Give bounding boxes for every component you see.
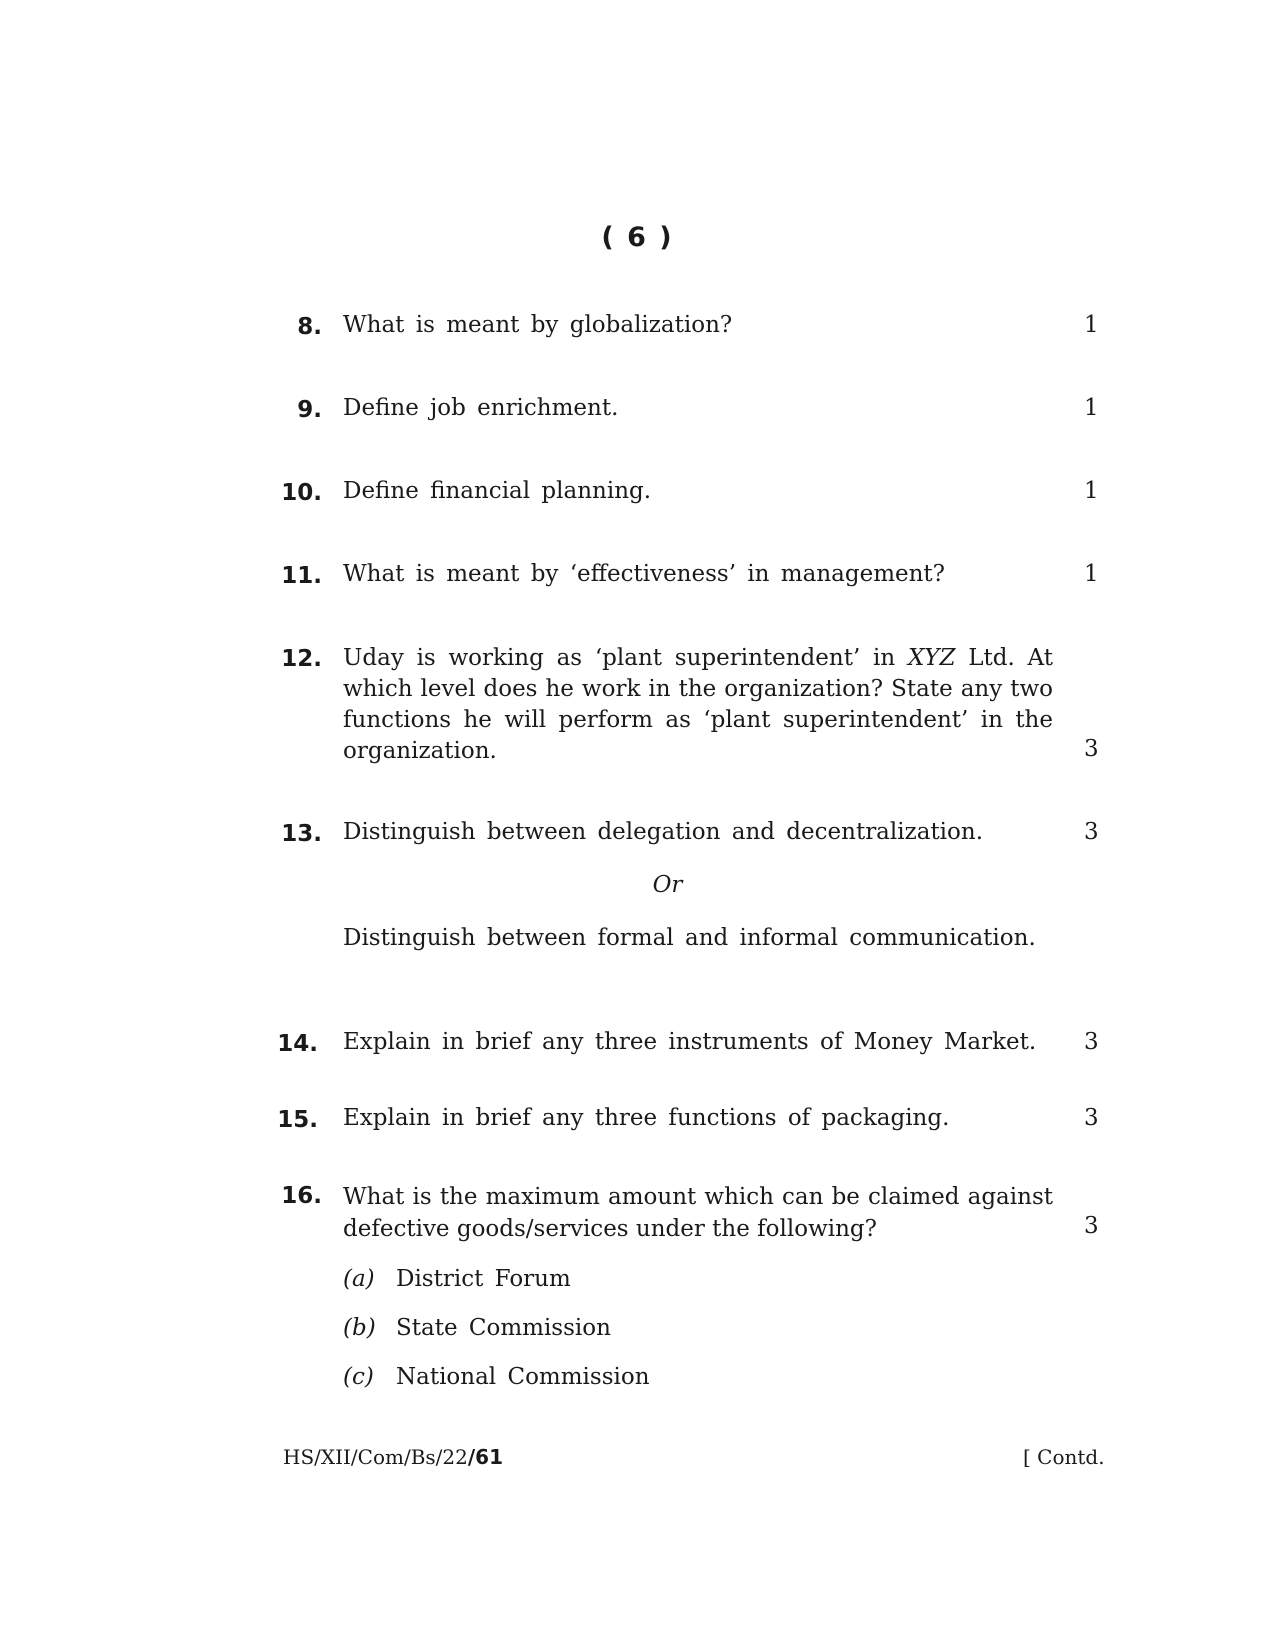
question-marks: 1 <box>1084 312 1099 338</box>
question-text-part: Uday is working as ‘plant superintendent’ in <box>343 645 908 671</box>
question-marks: 3 <box>1084 1029 1099 1055</box>
paper-code-prefix: HS/XII/Com/Bs/22 <box>283 1445 468 1469</box>
alternative-question-text: Distinguish between formal and informal communication. <box>343 925 1036 951</box>
question-number: 16. <box>281 1183 322 1209</box>
question-marks: 1 <box>1084 478 1099 504</box>
question-text: What is the maximum amount which can be claimed against defective goods/services under the following? <box>343 1184 1053 1242</box>
question-number: 13. <box>281 821 322 847</box>
question-text-part: Ltd. At which level does he work in the organization? State any two functions he will perform as ‘plant superintendent’ in the organization. <box>343 645 1053 764</box>
question-number: 11. <box>281 563 322 589</box>
question-text-block <box>343 643 1053 767</box>
question-marks: 1 <box>1084 561 1099 587</box>
question-marks: 1 <box>1084 395 1099 421</box>
question-text: What is meant by globalization? <box>343 312 733 338</box>
option-text: State Commission <box>396 1315 611 1341</box>
or-separator: Or <box>652 872 683 898</box>
option-label: (c) <box>343 1364 374 1390</box>
question-marks: 3 <box>1084 1105 1099 1131</box>
page-number: ( 6 ) <box>601 222 674 253</box>
option-text: National Commission <box>396 1364 650 1390</box>
company-name: XYZ <box>907 645 956 671</box>
option-label: (a) <box>343 1266 375 1292</box>
question-text: Distinguish between delegation and decentralization. <box>343 819 984 845</box>
question-number: 14. <box>277 1031 318 1057</box>
question-text: What is meant by ‘effectiveness’ in management? <box>343 561 945 587</box>
question-number: 12. <box>281 646 322 672</box>
question-marks: 3 <box>1084 736 1099 762</box>
paper-code-suffix: /61 <box>467 1445 503 1469</box>
option-label: (b) <box>343 1315 376 1341</box>
paper-code <box>283 1445 503 1469</box>
question-number: 9. <box>297 397 322 423</box>
question-text: Explain in brief any three functions of packaging. <box>343 1105 950 1131</box>
question-marks: 3 <box>1084 1213 1099 1239</box>
question-text: Define financial planning. <box>343 478 652 504</box>
question-text: Explain in brief any three instruments of Money Market. <box>343 1029 1037 1055</box>
option-text: District Forum <box>396 1266 571 1292</box>
question-text: Define job enrichment. <box>343 395 619 421</box>
question-marks: 3 <box>1084 819 1099 845</box>
question-number: 10. <box>281 480 322 506</box>
continued-marker: [ Contd. <box>1023 1445 1105 1469</box>
question-number: 8. <box>297 314 322 340</box>
question-number: 15. <box>277 1107 318 1133</box>
